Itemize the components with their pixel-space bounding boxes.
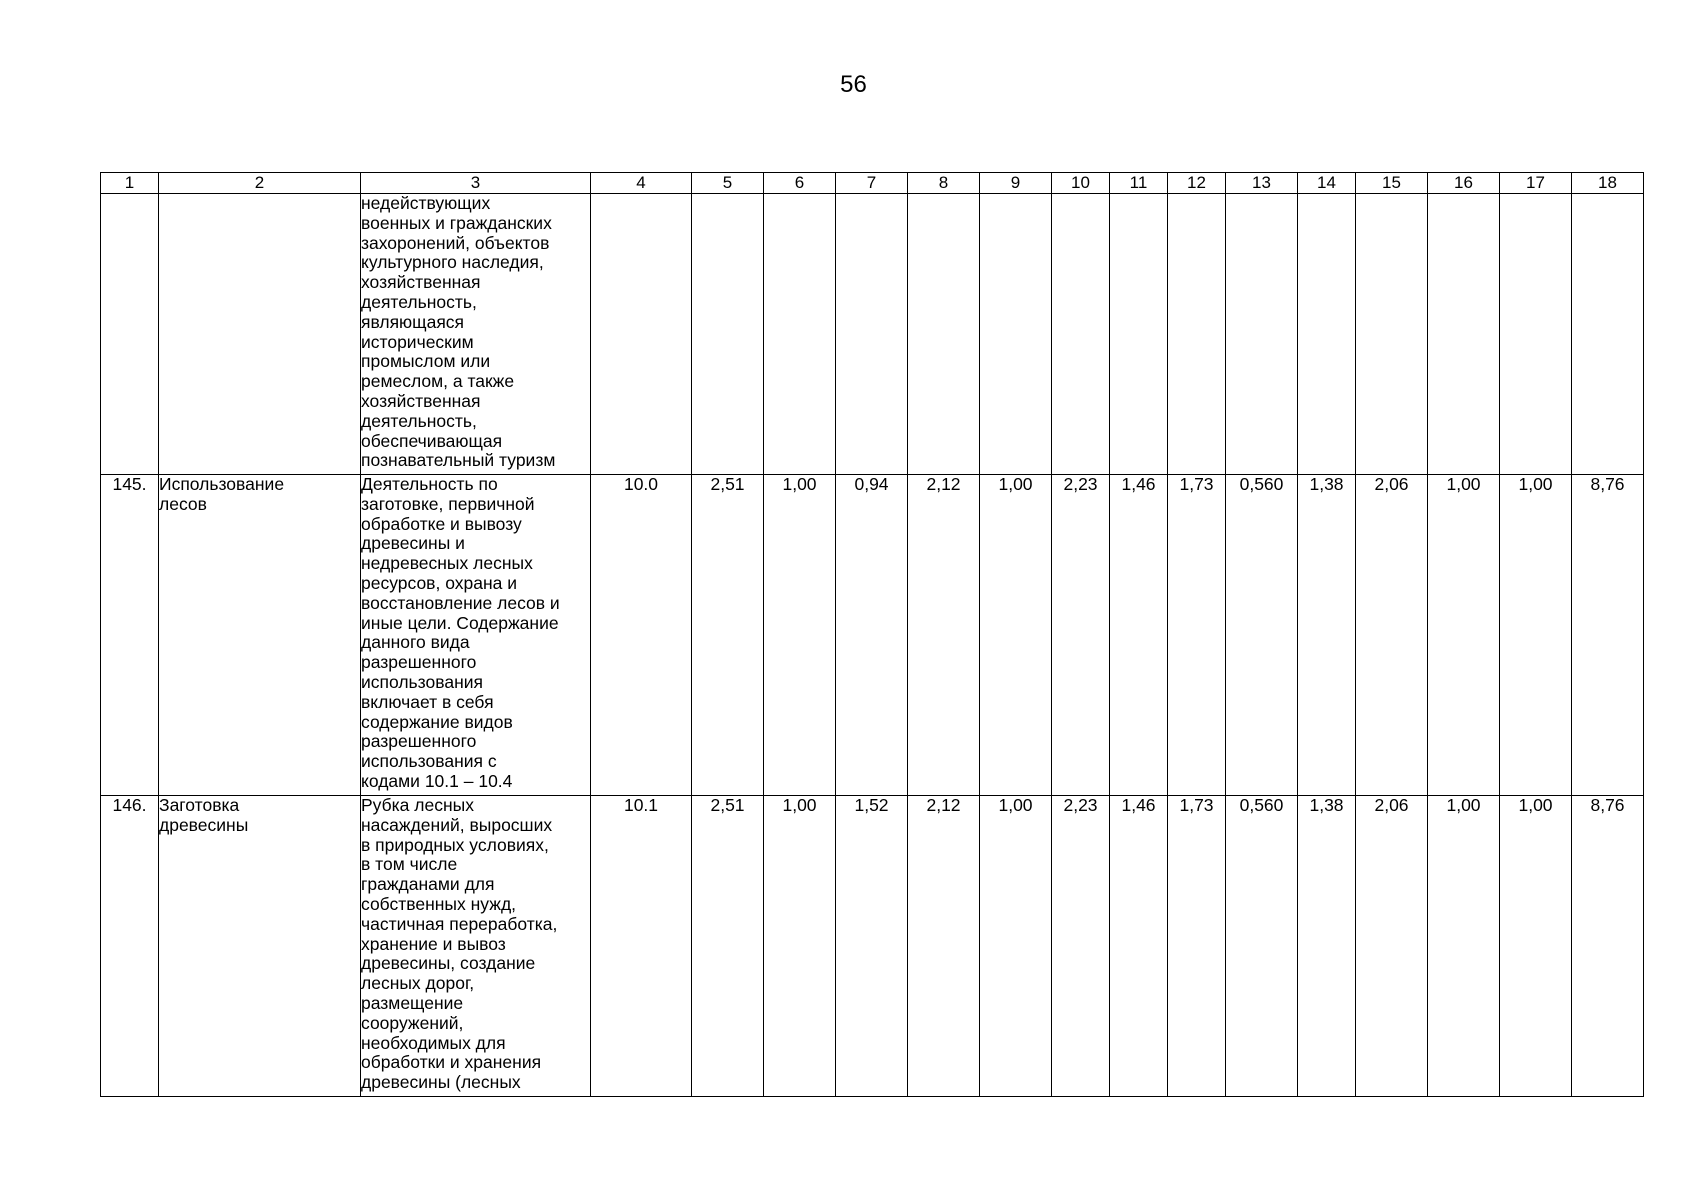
row-description-line: насаждений, выросших bbox=[361, 814, 553, 835]
row-description-line: ресурсов, охрана и bbox=[361, 572, 517, 593]
value-cell bbox=[692, 475, 764, 796]
value-cell bbox=[692, 796, 764, 1097]
value-text: 1,00 bbox=[1446, 474, 1481, 494]
value-cell bbox=[1428, 194, 1500, 475]
row-number-text: 145. bbox=[112, 474, 147, 494]
row-name-line: Заготовка bbox=[159, 795, 240, 815]
value-text: 0,560 bbox=[1239, 474, 1284, 494]
value-text: 1,00 bbox=[998, 474, 1033, 494]
data-table bbox=[100, 172, 1644, 1097]
table-row bbox=[101, 796, 1644, 1097]
row-name bbox=[159, 475, 361, 796]
row-description-line: размещение bbox=[361, 992, 464, 1013]
value-cell bbox=[980, 796, 1052, 1097]
value-cell bbox=[980, 475, 1052, 796]
value-cell bbox=[591, 475, 692, 796]
value-text: 1,38 bbox=[1309, 795, 1344, 815]
value-cell bbox=[1052, 194, 1110, 475]
row-name bbox=[159, 194, 361, 475]
row-description-line: в природных условиях, bbox=[361, 834, 549, 855]
value-cell bbox=[980, 194, 1052, 475]
column-header: 6 bbox=[764, 173, 836, 194]
value-cell bbox=[1226, 194, 1298, 475]
column-header: 1 bbox=[101, 173, 159, 194]
row-number bbox=[101, 194, 159, 475]
value-cell bbox=[591, 194, 692, 475]
row-description bbox=[361, 796, 591, 1097]
value-text: 1,73 bbox=[1179, 474, 1214, 494]
value-text: 1,46 bbox=[1121, 474, 1156, 494]
value-cell bbox=[1298, 475, 1356, 796]
row-name bbox=[159, 796, 361, 1097]
column-header: 11 bbox=[1110, 173, 1168, 194]
column-header: 3 bbox=[361, 173, 591, 194]
value-cell bbox=[836, 194, 908, 475]
row-description-line: в том числе bbox=[361, 854, 458, 875]
value-text: 1,00 bbox=[1446, 795, 1481, 815]
row-description-line: ремеслом, а также bbox=[361, 371, 515, 392]
value-cell bbox=[1168, 194, 1226, 475]
column-header: 10 bbox=[1052, 173, 1110, 194]
value-cell bbox=[908, 194, 980, 475]
value-cell bbox=[1356, 194, 1428, 475]
value-text: 2,23 bbox=[1063, 795, 1098, 815]
row-description-line: обработки и хранения bbox=[361, 1052, 542, 1073]
value-cell bbox=[1500, 475, 1572, 796]
table-row bbox=[101, 475, 1644, 796]
value-text: 1,46 bbox=[1121, 795, 1156, 815]
column-header: 9 bbox=[980, 173, 1052, 194]
row-description-line: недействующих bbox=[361, 194, 491, 213]
row-description-line: Рубка лесных bbox=[361, 796, 474, 815]
value-cell bbox=[1356, 796, 1428, 1097]
column-header: 16 bbox=[1428, 173, 1500, 194]
column-header: 4 bbox=[591, 173, 692, 194]
value-cell bbox=[591, 796, 692, 1097]
value-cell bbox=[1110, 796, 1168, 1097]
value-text: 2,23 bbox=[1063, 474, 1098, 494]
value-text: 1,73 bbox=[1179, 795, 1214, 815]
value-cell bbox=[1052, 475, 1110, 796]
value-cell bbox=[1428, 475, 1500, 796]
value-text: 8,76 bbox=[1590, 795, 1625, 815]
value-cell bbox=[764, 475, 836, 796]
row-description-line: иные цели. Содержание bbox=[361, 612, 559, 633]
row-description-line: разрешенного bbox=[361, 652, 477, 673]
value-cell bbox=[764, 194, 836, 475]
value-cell bbox=[692, 194, 764, 475]
value-cell bbox=[1052, 796, 1110, 1097]
value-text: 1,52 bbox=[854, 795, 889, 815]
value-text: 1,00 bbox=[782, 474, 817, 494]
value-text: 1,00 bbox=[998, 795, 1033, 815]
row-description-line: являющаяся bbox=[361, 311, 465, 332]
column-header: 12 bbox=[1168, 173, 1226, 194]
row-description-line: обеспечивающая bbox=[361, 430, 503, 451]
row-description-line: культурного наследия, bbox=[361, 252, 544, 273]
value-cell bbox=[1226, 475, 1298, 796]
value-cell bbox=[764, 796, 836, 1097]
row-name-line: Использование bbox=[159, 474, 285, 494]
row-description-line: хозяйственная bbox=[361, 272, 481, 293]
row-number bbox=[101, 796, 159, 1097]
value-text: 2,06 bbox=[1374, 795, 1409, 815]
value-cell bbox=[1110, 194, 1168, 475]
value-text: 0,560 bbox=[1239, 795, 1284, 815]
value-text: 0,94 bbox=[854, 474, 889, 494]
row-description-line: восстановление лесов и bbox=[361, 592, 560, 613]
row-description-line: недревесных лесных bbox=[361, 553, 533, 574]
row-description-line: разрешенного bbox=[361, 731, 477, 752]
column-header: 17 bbox=[1500, 173, 1572, 194]
row-description-line: хранение и вывоз bbox=[361, 933, 506, 954]
column-header: 5 bbox=[692, 173, 764, 194]
row-name-line: древесины bbox=[159, 814, 249, 835]
row-description-line: древесины (лесных bbox=[361, 1072, 521, 1093]
row-description-line: Деятельность по bbox=[361, 475, 498, 494]
value-text: 1,00 bbox=[1518, 795, 1553, 815]
value-cell bbox=[1168, 475, 1226, 796]
value-cell bbox=[1572, 475, 1644, 796]
row-description-line: частичная переработка, bbox=[361, 913, 558, 934]
column-header: 7 bbox=[836, 173, 908, 194]
row-description-line: деятельность, bbox=[361, 291, 477, 312]
row-description-line: включает в себя bbox=[361, 691, 494, 712]
row-description bbox=[361, 194, 591, 475]
value-cell bbox=[1428, 796, 1500, 1097]
row-description-line: кодами 10.1 – 10.4 bbox=[361, 770, 513, 791]
row-description-line: хозяйственная bbox=[361, 390, 481, 411]
row-description-line: использования bbox=[361, 671, 483, 692]
column-header: 2 bbox=[159, 173, 361, 194]
value-cell bbox=[1298, 796, 1356, 1097]
column-header: 18 bbox=[1572, 173, 1644, 194]
row-number-text: 146. bbox=[112, 795, 147, 815]
value-cell bbox=[1572, 194, 1644, 475]
row-description-line: необходимых для bbox=[361, 1032, 506, 1053]
row-description-line: содержание видов bbox=[361, 711, 513, 732]
value-text: 2,12 bbox=[926, 795, 961, 815]
value-text: 10.1 bbox=[623, 795, 659, 815]
row-description bbox=[361, 475, 591, 796]
value-cell bbox=[1356, 475, 1428, 796]
row-description-line: использования с bbox=[361, 751, 497, 772]
value-text: 1,38 bbox=[1309, 474, 1344, 494]
row-description-line: историческим bbox=[361, 331, 474, 352]
value-text: 8,76 bbox=[1590, 474, 1625, 494]
value-text: 10.0 bbox=[623, 474, 659, 494]
value-text: 1,00 bbox=[1518, 474, 1553, 494]
value-text: 2,12 bbox=[926, 474, 961, 494]
row-description-line: данного вида bbox=[361, 632, 470, 653]
value-cell bbox=[1168, 796, 1226, 1097]
value-cell bbox=[836, 475, 908, 796]
row-description-line: захоронений, объектов bbox=[361, 232, 550, 253]
row-description-line: заготовке, первичной bbox=[361, 493, 535, 514]
row-description-line: деятельность, bbox=[361, 410, 477, 431]
value-cell bbox=[1226, 796, 1298, 1097]
value-text: 2,51 bbox=[710, 795, 745, 815]
value-cell bbox=[1572, 796, 1644, 1097]
value-cell bbox=[1298, 194, 1356, 475]
row-description-line: обработке и вывозу bbox=[361, 513, 522, 534]
row-description-line: собственных нужд, bbox=[361, 893, 517, 914]
value-text: 2,51 bbox=[710, 474, 745, 494]
table-row bbox=[101, 194, 1644, 475]
column-header: 15 bbox=[1356, 173, 1428, 194]
row-description-line: гражданами для bbox=[361, 874, 495, 895]
value-cell bbox=[1500, 194, 1572, 475]
row-description-line: промыслом или bbox=[361, 351, 491, 372]
value-text: 2,06 bbox=[1374, 474, 1409, 494]
column-header: 13 bbox=[1226, 173, 1298, 194]
value-cell bbox=[1110, 475, 1168, 796]
row-name-line: лесов bbox=[159, 493, 207, 514]
row-description-line: древесины, создание bbox=[361, 953, 536, 974]
row-description-line: военных и гражданских bbox=[361, 212, 552, 233]
row-description-line: лесных дорог, bbox=[361, 973, 475, 994]
row-description-line: познавательный туризм bbox=[361, 450, 556, 471]
page-number: 56 bbox=[840, 71, 867, 98]
row-description-line: сооружений, bbox=[361, 1012, 464, 1033]
value-cell bbox=[836, 796, 908, 1097]
value-text: 1,00 bbox=[782, 795, 817, 815]
column-header: 8 bbox=[908, 173, 980, 194]
row-number bbox=[101, 475, 159, 796]
row-description-line: древесины и bbox=[361, 533, 465, 554]
value-cell bbox=[908, 475, 980, 796]
column-header: 14 bbox=[1298, 173, 1356, 194]
value-cell bbox=[1500, 796, 1572, 1097]
header-row bbox=[101, 173, 1644, 194]
value-cell bbox=[908, 796, 980, 1097]
